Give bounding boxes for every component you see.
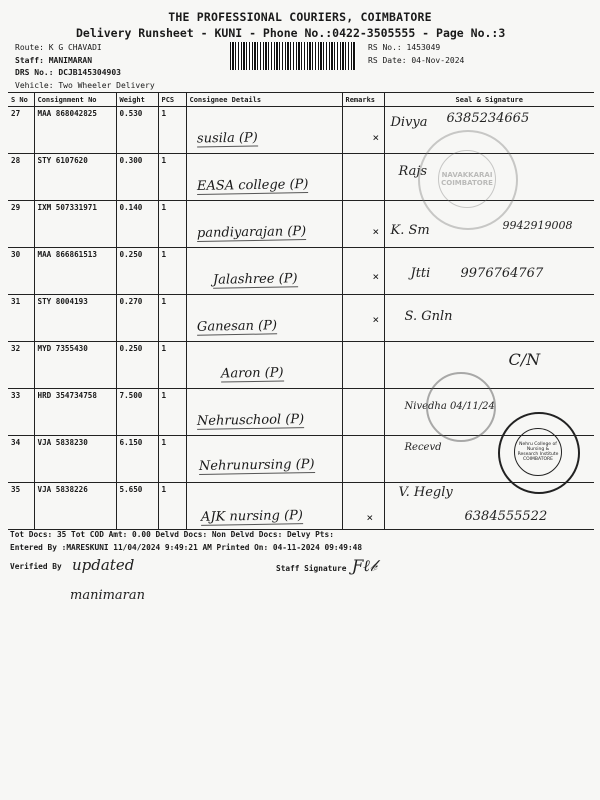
rs-info — [368, 41, 464, 67]
cell-consignee — [186, 436, 342, 483]
faint-stamp-text: NAVAKKARAI COIMBATORE — [438, 150, 496, 208]
table-header-row — [8, 93, 594, 107]
drs-number: DRS No.: DCJB145304903 — [15, 68, 121, 77]
cell-remarks — [342, 295, 384, 342]
signature: Recevd — [404, 442, 442, 453]
cell-consignee — [186, 154, 342, 201]
col-seal: Seal & Signature — [384, 93, 594, 107]
cell-pcs: 1 — [158, 483, 186, 530]
small-stamp — [426, 372, 496, 442]
cell-signature — [384, 483, 594, 530]
cross-mark: × — [372, 313, 380, 326]
signature: Jtti — [410, 266, 431, 281]
cell-weight: 6.150 — [116, 436, 158, 483]
cell-weight: 7.500 — [116, 389, 158, 436]
cell-consignee — [186, 342, 342, 389]
signature: S. Gnln — [404, 309, 453, 324]
signature: Divya — [390, 115, 428, 130]
cell-sno: 31 — [8, 295, 34, 342]
cross-mark: × — [372, 270, 380, 283]
cell-pcs: 1 — [158, 248, 186, 295]
col-weight: Weight — [116, 93, 158, 107]
company-title: THE PROFESSIONAL COURIERS, COIMBATORE — [168, 10, 432, 24]
col-sno: S No — [8, 93, 34, 107]
rs-date: RS Date: 04-Nov-2024 — [368, 56, 465, 65]
cell-pcs: 1 — [158, 154, 186, 201]
consignee-handwriting: pandiyarajan (P) — [196, 224, 306, 241]
col-pcs: PCS — [158, 93, 186, 107]
cell-remarks — [342, 248, 384, 295]
vehicle-label: Vehicle: Two Wheeler Delivery — [15, 80, 155, 90]
route-label: Route: K G CHAVADI — [15, 43, 102, 52]
cell-weight: 0.250 — [116, 342, 158, 389]
cell-weight: 0.530 — [116, 107, 158, 154]
college-seal-text: Nehru College of Nursing & Research Institute COIMBATORE — [517, 442, 559, 462]
cell-consignee — [186, 295, 342, 342]
cell-pcs: 1 — [158, 436, 186, 483]
staff-signature-label: Staff Signature — [276, 564, 347, 573]
signature: Rajs — [398, 164, 428, 179]
entered-line: Entered By :MARESKUNI 11/04/2024 9:49:21 AM Printed On: 04-11-2024 09:49:48 — [10, 543, 363, 552]
cell-sno: 35 — [8, 483, 34, 530]
verified-name: manimaran — [70, 588, 146, 603]
college-seal — [498, 412, 580, 494]
route-info — [15, 42, 155, 92]
table-row — [8, 342, 594, 389]
cell-pcs: 1 — [158, 107, 186, 154]
cell-sno: 28 — [8, 154, 34, 201]
cell-sno: 34 — [8, 436, 34, 483]
cell-consignment: IXM 507331971 — [34, 201, 116, 248]
cell-consignment: VJA 5838230 — [34, 436, 116, 483]
consignee-handwriting: Nehruschool (P) — [196, 412, 304, 429]
cell-consignment: MAA 868042825 — [34, 107, 116, 154]
rs-number: RS No.: 1453049 — [368, 43, 441, 52]
cell-sno: 27 — [8, 107, 34, 154]
consignee-handwriting: EASA college (P) — [196, 177, 309, 194]
staff-label: Staff: MANIMARAN — [15, 55, 93, 65]
cell-signature — [384, 248, 594, 295]
cell-remarks — [342, 483, 384, 530]
cross-mark: × — [372, 131, 380, 144]
cell-weight: 0.270 — [116, 295, 158, 342]
phone-handwriting: 6384555522 — [464, 509, 548, 524]
cell-consignment: MAA 866861513 — [34, 248, 116, 295]
staff-signature-scribble: Ƒℓ𝒷 — [352, 556, 377, 575]
cell-sno: 32 — [8, 342, 34, 389]
col-consignee: Consignee Details — [186, 93, 342, 107]
cell-pcs: 1 — [158, 201, 186, 248]
cross-mark: × — [366, 511, 374, 524]
cell-consignment: HRD 354734758 — [34, 389, 116, 436]
consignee-handwriting: Nehrunursing (P) — [198, 456, 315, 475]
table-row — [8, 483, 594, 530]
cell-remarks — [342, 389, 384, 436]
consignee-handwriting: Ganesan (P) — [196, 318, 277, 335]
cell-consignee — [186, 483, 342, 530]
cell-sno: 33 — [8, 389, 34, 436]
cell-consignment: STY 8004193 — [34, 295, 116, 342]
signature: V. Hegly — [398, 485, 453, 500]
cell-remarks — [342, 342, 384, 389]
cell-pcs: 1 — [158, 295, 186, 342]
cell-weight: 0.300 — [116, 154, 158, 201]
cell-pcs: 1 — [158, 342, 186, 389]
signature: C/N — [508, 350, 541, 369]
phone-handwriting: 6385234665 — [446, 111, 530, 126]
cell-remarks — [342, 436, 384, 483]
col-consignment: Consignment No — [34, 93, 116, 107]
cell-pcs: 1 — [158, 389, 186, 436]
consignee-handwriting: Jalashree (P) — [212, 271, 298, 288]
verified-handwriting: updated — [72, 556, 135, 574]
verified-label: Verified By — [10, 562, 62, 571]
consignee-handwriting: AJK nursing (P) — [200, 508, 303, 525]
cell-remarks — [342, 107, 384, 154]
consignee-handwriting: Aaron (P) — [220, 365, 284, 382]
table-row — [8, 295, 594, 342]
cell-signature — [384, 342, 594, 389]
cell-consignee — [186, 248, 342, 295]
cell-consignment: VJA 5838226 — [34, 483, 116, 530]
cell-weight: 5.650 — [116, 483, 158, 530]
cell-consignee — [186, 201, 342, 248]
cell-consignee — [186, 389, 342, 436]
consignee-handwriting: susila (P) — [196, 130, 258, 147]
cell-remarks — [342, 201, 384, 248]
table-row — [8, 107, 594, 154]
barcode — [230, 42, 356, 70]
cell-weight: 0.140 — [116, 201, 158, 248]
phone-handwriting: 9942919008 — [502, 219, 573, 232]
cross-mark: × — [372, 225, 380, 238]
cell-consignee — [186, 107, 342, 154]
runsheet-subtitle: Delivery Runsheet - KUNI - Phone No.:0422-3505555 - Page No.:3 — [76, 26, 506, 40]
cell-consignment: MYD 7355430 — [34, 342, 116, 389]
cell-consignment: STY 6107620 — [34, 154, 116, 201]
phone-handwriting: 9976764767 — [460, 266, 544, 281]
table-row — [8, 248, 594, 295]
signature: Nivedha 04/11/24 — [404, 401, 495, 412]
totals-line: Tot Docs: 35 Tot COD Amt: 0.00 Delvd Docs: Non Delvd Docs: Delvy Pts: — [10, 530, 334, 539]
cell-sno: 29 — [8, 201, 34, 248]
faint-stamp — [418, 130, 518, 230]
signature: K. Sm — [390, 223, 430, 238]
cell-sno: 30 — [8, 248, 34, 295]
cell-signature — [384, 295, 594, 342]
cell-weight: 0.250 — [116, 248, 158, 295]
col-remarks: Remarks — [342, 93, 384, 107]
cell-remarks — [342, 154, 384, 201]
